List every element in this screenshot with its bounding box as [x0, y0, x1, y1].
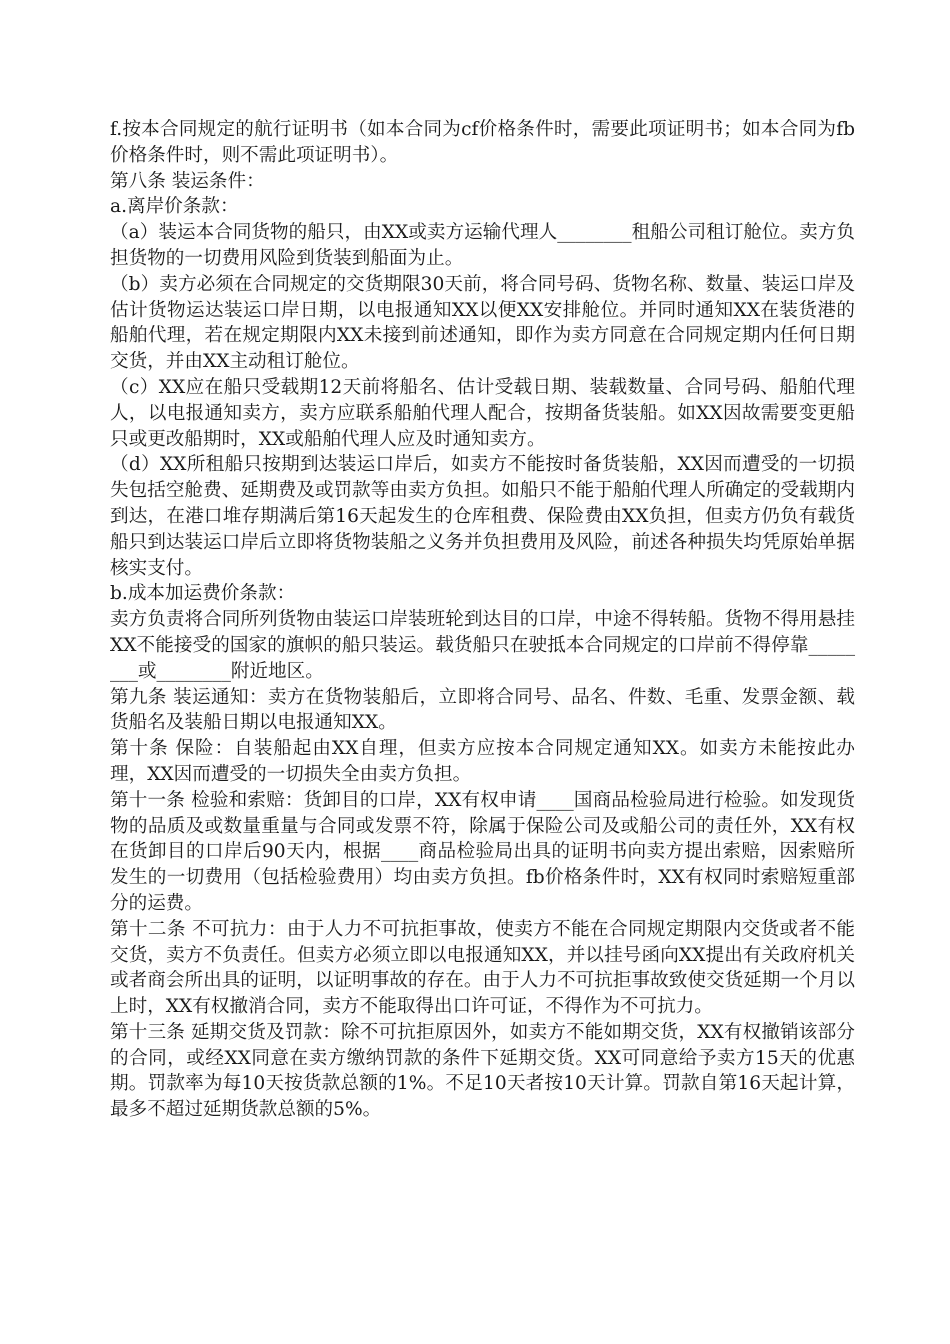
paragraph-article-9-shipping-notice: 第九条 装运通知：卖方在货物装船后，立即将合同号、品名、件数、毛重、发票金额、载货船名及装船日期以电报通知XX。: [110, 686, 855, 734]
paragraph-cfr-clause: 卖方负责将合同所列货物由装运口岸装班轮到达目的口岸，中途不得转船。货物不得用悬挂XX不能接受的国家的旗帜的船只装运。载货船只在驶抵本合同规定的口岸前不得停靠________或________附近地区。: [110, 609, 855, 682]
paragraph-fob-clause-a: （a）装运本合同货物的船只，由XX或卖方运输代理人________租船公司租订舱位。卖方负担货物的一切费用风险到货装到船面为止。: [110, 222, 855, 269]
paragraph-fob-clause-b: （b）卖方必须在合同规定的交货期限30天前，将合同号码、货物名称、数量、装运口岸及估计货物运达装运口岸日期，以电报通知XX以便XX安排舱位。并同时通知XX在装货港的船舶代理，若在规定期限内XX未接到前述通知，即作为卖方同意在合同规定期内任何日期交货，并由XX主动租订舱位。: [110, 273, 855, 373]
paragraph-article-10-insurance: 第十条 保险：自装船起由XX自理，但卖方应按本合同规定通知XX。如卖方未能按此办理，XX因而遭受的一切损失全由卖方负担。: [110, 738, 855, 785]
paragraph-navigation-certificate: f.按本合同规定的航行证明书（如本合同为cf价格条件时，需要此项证明书；如本合同为fb价格条件时，则不需此项证明书）。: [110, 119, 855, 166]
heading-fob-terms: a.离岸价条款：: [110, 196, 239, 218]
paragraph-article-11-inspection-claims: 第十一条 检验和索赔：货卸目的口岸，XX有权申请____国商品检验局进行检验。如发现货物的品质及或数量重量与合同或发票不符，除属于保险公司及或船公司的责任外，XX有权在货卸目的口岸后90天内，根据____商品检验局出具的证明书向卖方提出索赔，因索赔所发生的一切费用（包括检验费用）均由卖方负担。fb价格条件时，XX有权同时索赔短重部分的运费。: [110, 789, 855, 914]
heading-article-8-shipment: 第八条 装运条件：: [110, 170, 265, 192]
paragraph-fob-clause-c: （c）XX应在船只受载期12天前将船名、估计受载日期、装载数量、合同号码、船舶代理人，以电报通知卖方，卖方应联系船舶代理人配合，按期备货装船。如XX因故需要变更船只或更改船期时，XX或船舶代理人应及时通知卖方。: [110, 376, 855, 450]
paragraph-article-12-force-majeure: 第十二条 不可抗力：由于人力不可抗拒事故，使卖方不能在合同规定期限内交货或者不能交货，卖方不负责任。但卖方必须立即以电报通知XX，并以挂号函向XX提出有关政府机关或者商会所出具的证明，以证明事故的存在。由于人力不可抗拒事故致使交货延期一个月以上时，XX有权撤消合同，卖方不能取得出口许可证，不得作为不可抗力。: [110, 918, 855, 1018]
heading-cfr-terms: b.成本加运费价条款：: [110, 583, 296, 605]
document-body: [110, 117, 855, 1123]
paragraph-article-13-late-delivery-penalty: 第十三条 延期交货及罚款：除不可抗拒原因外，如卖方不能如期交货，XX有权撤销该部分的合同，或经XX同意在卖方缴纳罚款的条件下延期交货。XX可同意给予卖方15天的优惠期。罚款率为每10天按货款总额的1%。不足10天者按10天计算。罚款自第16天起计算，最多不超过延期货款总额的5%。: [110, 1021, 855, 1121]
paragraph-fob-clause-d: （d）XX所租船只按期到达装运口岸后，如卖方不能按时备货装船，XX因而遭受的一切损失包括空舱费、延期费及或罚款等由卖方负担。如船只不能于船舶代理人所确定的受载期内到达，在港口堆存期满后第16天起发生的仓库租费、保险费由XX负担，但卖方仍负有载货船只到达装运口岸后立即将货物装船之义务并负担费用及风险，前述各种损失均凭原始单据核实支付。: [110, 454, 855, 579]
